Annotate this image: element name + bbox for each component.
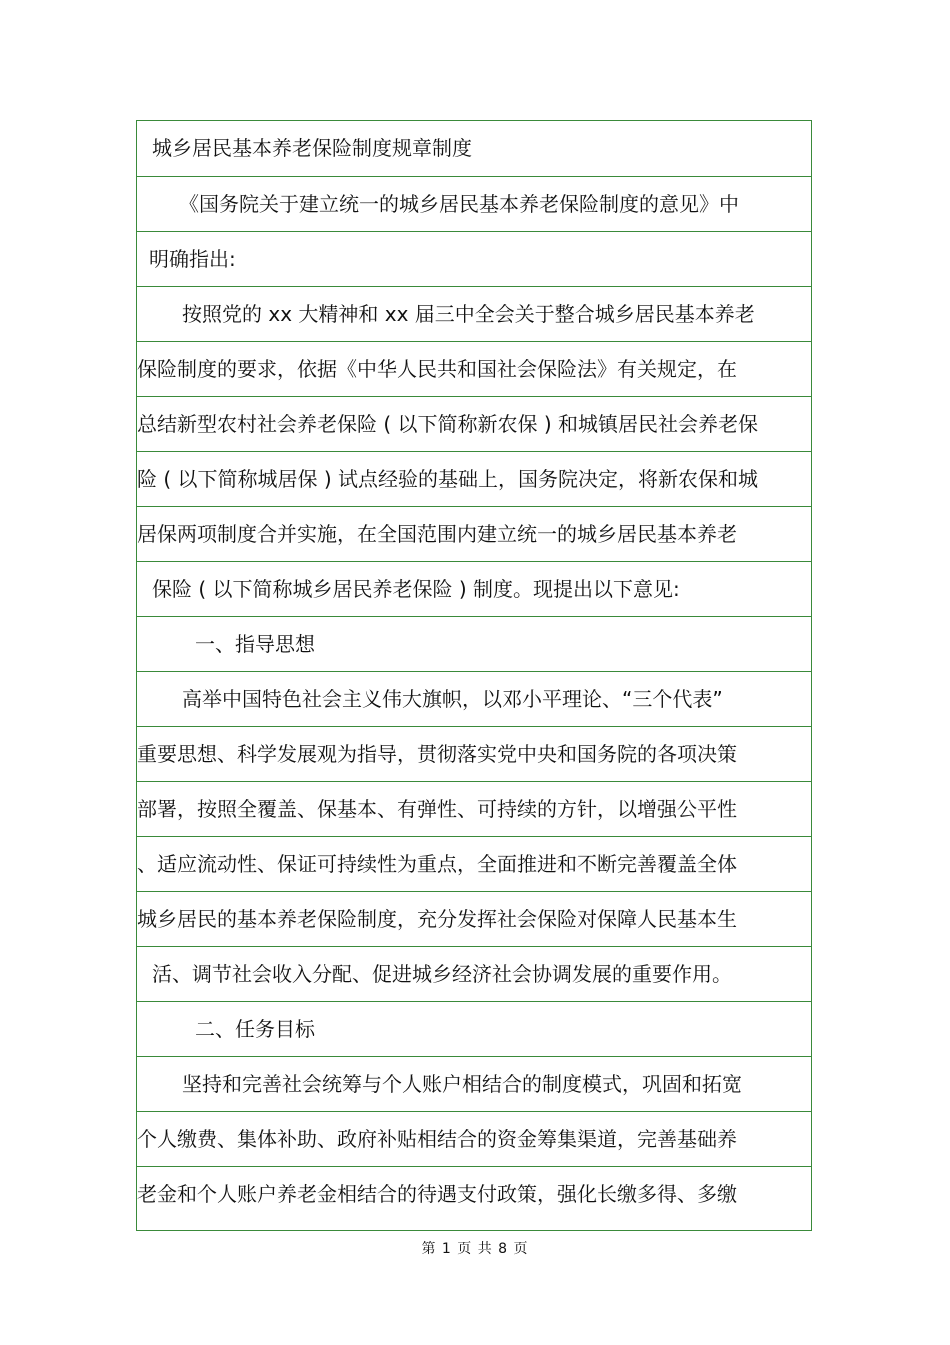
document-frame (136, 120, 812, 1231)
document-line (137, 946, 811, 1001)
paragraph-line: 活、调节社会收入分配、促进城乡经济社会协调发展的重要作用。 (152, 962, 732, 986)
paragraph-line: 重要思想、科学发展观为指导，贯彻落实党中央和国务院的各项决策 (137, 742, 737, 766)
document-line (137, 1111, 811, 1166)
document-line (137, 1056, 811, 1111)
paragraph-line: 保险 ( 以下简称城乡居民养老保险 ) 制度。现提出以下意见: (152, 577, 680, 601)
paragraph-line: 部署，按照全覆盖、保基本、有弹性、可持续的方针，以增强公平性 (137, 797, 737, 821)
document-line (137, 616, 811, 671)
document-line (137, 506, 811, 561)
paragraph-line: 老金和个人账户养老金相结合的待遇支付政策，强化长缴多得、多缴 (137, 1182, 737, 1206)
document-line (137, 231, 811, 286)
page-number-footer: 第 1 页 共 8 页 (421, 1241, 529, 1257)
document-title: 城乡居民基本养老保险制度规章制度 (152, 136, 472, 160)
document-line (137, 451, 811, 506)
paragraph-line: 高举中国特色社会主义伟大旗帜，以邓小平理论、“三个代表” (182, 687, 723, 711)
document-line (137, 286, 811, 341)
document-line (137, 836, 811, 891)
paragraph-line: 明确指出: (149, 247, 236, 271)
paragraph-line: 坚持和完善社会统筹与个人账户相结合的制度模式，巩固和拓宽 (182, 1072, 742, 1096)
document-line (137, 121, 811, 176)
section-heading: 二、任务目标 (195, 1017, 315, 1041)
paragraph-line: 险 ( 以下简称城居保 ) 试点经验的基础上，国务院决定，将新农保和城 (137, 467, 759, 491)
document-line (137, 671, 811, 726)
document-line (137, 726, 811, 781)
document-line (137, 891, 811, 946)
paragraph-line: 城乡居民的基本养老保险制度，充分发挥社会保险对保障人民基本生 (137, 907, 737, 931)
document-line (137, 176, 811, 231)
document-line (137, 1166, 811, 1221)
document-line (137, 341, 811, 396)
paragraph-line: 保险制度的要求，依据《中华人民共和国社会保险法》有关规定，在 (137, 357, 737, 381)
document-line (137, 396, 811, 451)
paragraph-line: 《国务院关于建立统一的城乡居民基本养老保险制度的意见》中 (179, 192, 739, 216)
paragraph-line: 、适应流动性、保证可持续性为重点，全面推进和不断完善覆盖全体 (137, 852, 737, 876)
document-line (137, 1001, 811, 1056)
paragraph-line: 按照党的 xx 大精神和 xx 届三中全会关于整合城乡居民基本养老 (182, 302, 755, 326)
paragraph-line: 个人缴费、集体补助、政府补贴相结合的资金筹集渠道，完善基础养 (137, 1127, 737, 1151)
paragraph-line: 总结新型农村社会养老保险 ( 以下简称新农保 ) 和城镇居民社会养老保 (137, 412, 759, 436)
section-heading: 一、指导思想 (195, 632, 315, 656)
paragraph-line: 居保两项制度合并实施，在全国范围内建立统一的城乡居民基本养老 (137, 522, 737, 546)
document-line (137, 781, 811, 836)
document-line (137, 561, 811, 616)
